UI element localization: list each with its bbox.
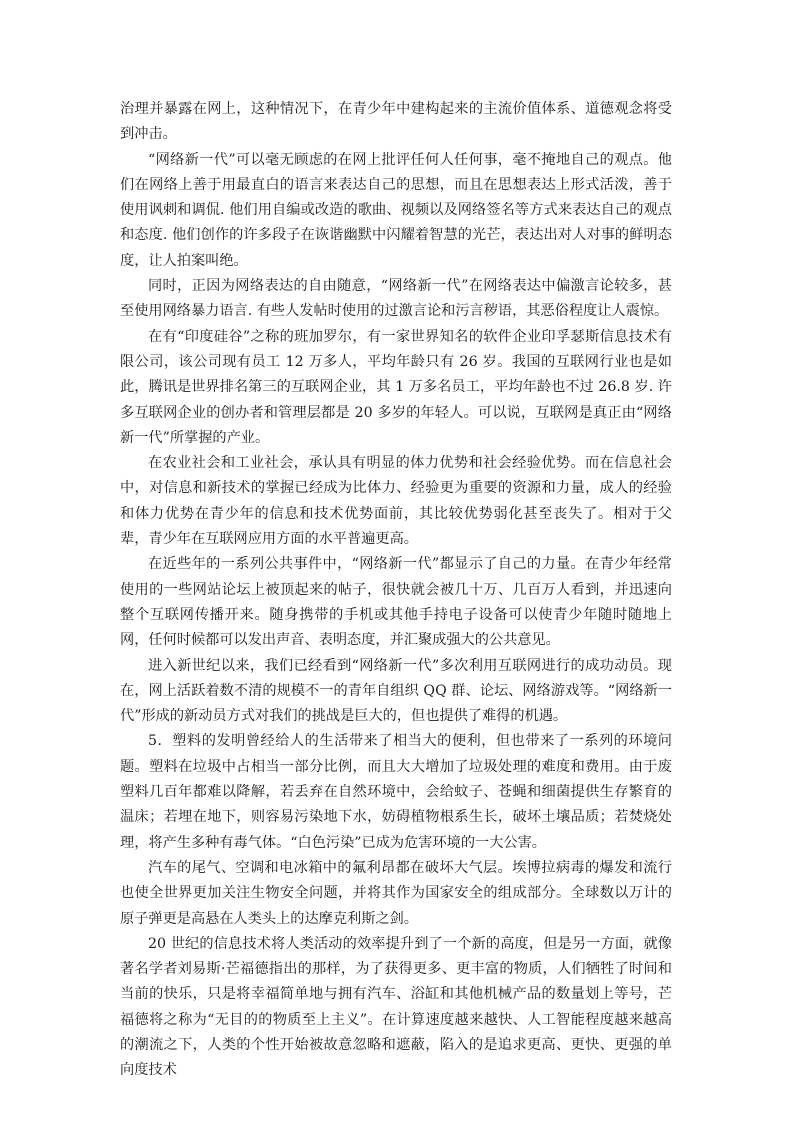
- paragraph-2: “网络新一代”可以毫无顾虑的在网上批评任何人任何事，毫不掩地自己的观点。他们在网络上善于用最直白的语言来表达自己的思想，而且在思想表达上形式活泼，善于使用讽刺和调侃. 他们用自编或改造的歌曲、视频以及网络签名等方式来表达自己的观点和态度. 他们创作的许多段子在诙谐幽默中闪耀着智慧的光芒，表达出对人对事的鲜明态度，让人拍案叫绝。: [120, 151, 672, 269]
- paragraph-6: 在近些年的一系列公共事件中，“网络新一代”都显示了自己的力量。在青少年经常使用的一些网站论坛上被顶起来的帖子，很快就会被几十万、几百万人看到，并迅速向整个互联网传播开来。随身携带的手机或其他手持电子设备可以使青少年随时随地上网，任何时候都可以发出声音、表明态度，并汇聚成强大的公共意见。: [120, 556, 672, 649]
- paragraph-7: 进入新世纪以来，我们已经看到“网络新一代”多次利用互联网进行的成功动员。现在，网上活跃着数不清的规模不一的青年自组织 QQ 群、论坛、网络游戏等。“网络新一代”形成的新动员方式对我们的挑战是巨大的，但也提供了难得的机遇。: [120, 657, 672, 725]
- paragraph-10: 20 世纪的信息技术将人类活动的效率提升到了一个新的高度，但是另一方面，就像著名学者刘易斯·芒福德指出的那样，为了获得更多、更丰富的物质，人们牺牲了时间和当前的快乐，只是将幸福简单地与拥有汽车、浴缸和其他机械产品的数量划上等号，芒福德将之称为“无目的的物质至上主义”。在计算速度越来越快、人工智能程度越来越高的潮流之下，人类的个性开始被故意忽略和遮蔽，陷入的是追求更高、更快、更强的单向度技术: [120, 935, 672, 1079]
- paragraph-8: 5．塑料的发明曾经给人的生活带来了相当大的便利，但也带来了一系列的环境问题。塑料在垃圾中占相当一部分比例，而且大大增加了垃圾处理的难度和费用。由于废塑料几百年都难以降解，若丢弃在自然环境中，会给蚊子、苍蝇和细菌提供生存繁育的温床；若埋在地下，则容易污染地下水，妨碍植物根系生长，破坏土壤品质；若焚烧处理，将产生多种有毒气体。“白色污染”已成为危害环境的一大公害。: [120, 733, 672, 851]
- paragraph-4: 在有“印度硅谷”之称的班加罗尔，有一家世界知名的软件企业印孚瑟斯信息技术有限公司，该公司现有员工 12 万多人，平均年龄只有 26 岁。我国的互联网行业也是如此，腾讯是世界排名第三的互联网企业，其 1 万多名员工，平均年龄也不过 26.8 岁. 许多互联网企业的创办者和管理层都是 20 多岁的年轻人。可以说，互联网是真正由“网络新一代”所掌握的产业。: [120, 328, 672, 446]
- paragraph-9: 汽车的尾气、空调和电冰箱中的氟利昂都在破坏大气层。埃博拉病毒的爆发和流行也使全世界更加关注生物安全问题，并将其作为国家安全的组成部分。全球数以万计的原子弹更是高悬在人类头上的达摩克利斯之剑。: [120, 859, 672, 927]
- paragraph-5: 在农业社会和工业社会，承认具有明显的体力优势和社会经验优势。而在信息社会中，对信息和新技术的掌握已经成为比体力、经验更为重要的资源和力量，成人的经验和体力优势在青少年的信息和技术优势面前，其比较优势弱化甚至丧失了。相对于父辈，青少年在互联网应用方面的水平普遍更高。: [120, 455, 672, 548]
- paragraph-3: 同时，正因为网络表达的自由随意，“网络新一代”在网络表达中偏激言论较多，甚至使用网络暴力语言. 有些人发帖时使用的过激言论和污言秽语，其恶俗程度让人震惊。: [120, 278, 672, 320]
- paragraph-1: 治理并暴露在网上，这种情况下，在青少年中建构起来的主流价值体系、道德观念将受到冲击。: [120, 101, 672, 143]
- document-page: [120, 97, 672, 1084]
